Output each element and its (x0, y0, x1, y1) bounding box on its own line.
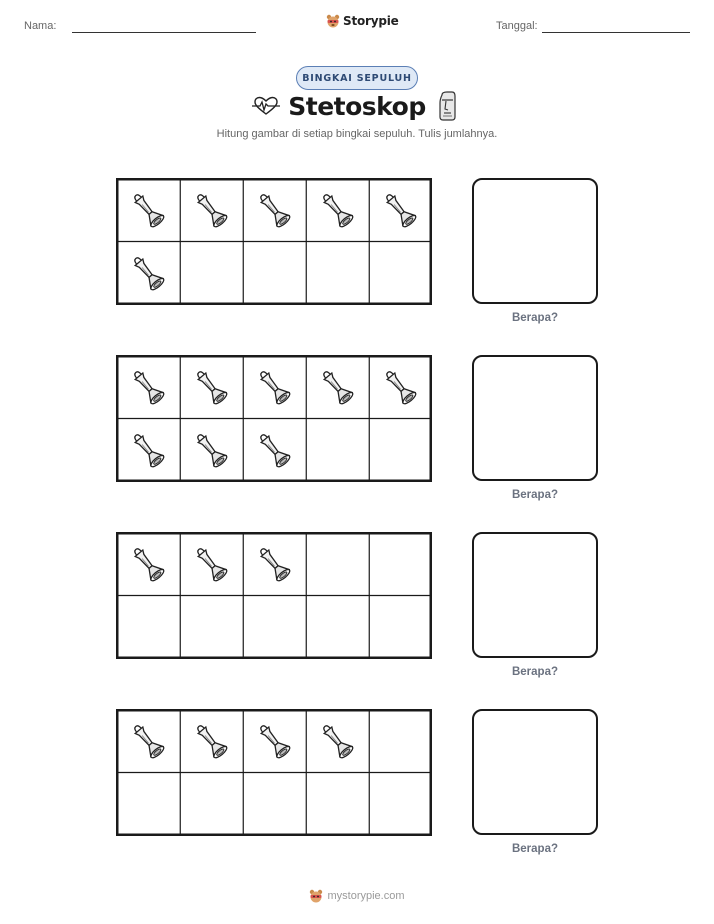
answer-label: Berapa? (511, 843, 559, 855)
logo-text: Storypie (343, 14, 399, 28)
stethoscope-icon (126, 542, 170, 586)
stethoscope-icon (378, 365, 422, 409)
stethoscope-icon (126, 428, 170, 472)
date-line[interactable] (542, 32, 690, 33)
stethoscope-icon (189, 365, 233, 409)
instruction-text: Hitung gambar di setiap bingkai sepuluh. Tulis jumlahnya. (216, 128, 498, 140)
stethoscope-icon (189, 188, 233, 232)
stethoscope-icon (189, 719, 233, 763)
footer (0, 888, 714, 904)
storypie-mascot-icon (309, 888, 323, 904)
answer-box-2[interactable] (472, 355, 598, 481)
storypie-logo (326, 13, 399, 29)
ten-frame-1 (116, 178, 432, 305)
moai-statue-icon (437, 91, 459, 121)
stethoscope-icon (378, 188, 422, 232)
stethoscope-icon (252, 542, 296, 586)
category-badge: BINGKAI SEPULUH (296, 66, 418, 90)
stethoscope-icon (315, 719, 359, 763)
stethoscope-icon (315, 365, 359, 409)
ten-frame-3 (116, 532, 432, 659)
answer-box-3[interactable] (472, 532, 598, 658)
stethoscope-icon (126, 251, 170, 295)
name-label: Nama: (24, 20, 57, 32)
answer-label: Berapa? (511, 312, 559, 324)
footer-url[interactable]: mystorypie.com (327, 890, 405, 902)
worksheet-title: Stetoskop (288, 92, 426, 121)
answer-label: Berapa? (511, 489, 559, 501)
name-line[interactable] (72, 32, 256, 33)
stethoscope-icon (189, 428, 233, 472)
answer-label: Berapa? (511, 666, 559, 678)
stethoscope-icon (252, 428, 296, 472)
answer-box-4[interactable] (472, 709, 598, 835)
ten-frame-4 (116, 709, 432, 836)
stethoscope-icon (126, 719, 170, 763)
storypie-mascot-icon (326, 13, 340, 29)
answer-box-1[interactable] (472, 178, 598, 304)
stethoscope-icon (252, 719, 296, 763)
stethoscope-icon (252, 188, 296, 232)
ten-frame-2 (116, 355, 432, 482)
stethoscope-icon (189, 542, 233, 586)
stethoscope-icon (252, 365, 296, 409)
stethoscope-icon (126, 188, 170, 232)
stethoscope-icon (315, 188, 359, 232)
date-label: Tanggal: (496, 20, 538, 32)
stethoscope-icon (126, 365, 170, 409)
